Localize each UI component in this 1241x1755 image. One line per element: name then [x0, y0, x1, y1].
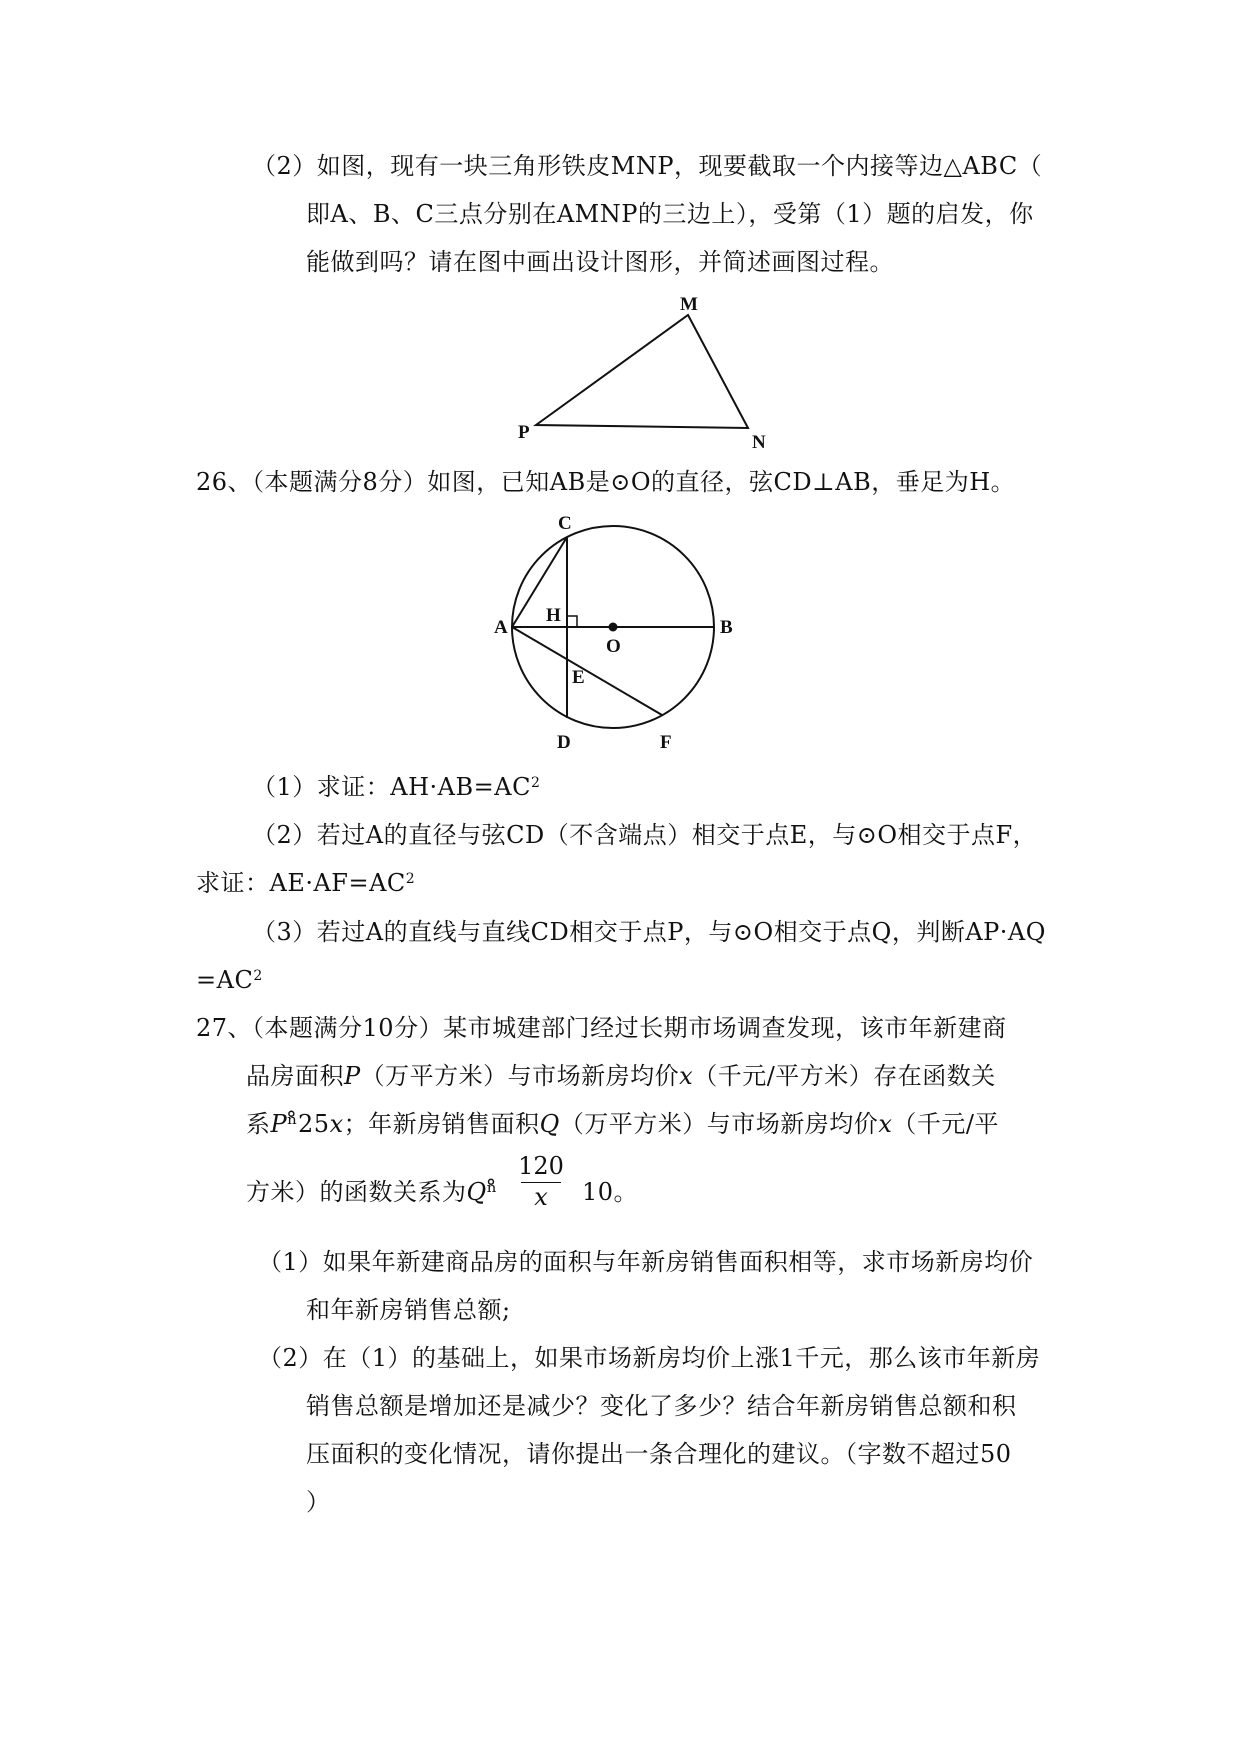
label-n: N [752, 432, 766, 450]
q27-part2-line4: ） [306, 1488, 331, 1516]
q27-line3-c: （万平方米）与市场新房均价 [559, 1110, 879, 1138]
q25-part2-line2: 即A、B、C三点分别在AMNP的三边上），受第（1）题的启发，你 [306, 200, 1034, 228]
label-m: M [680, 294, 698, 315]
q26-part3-line2-text: =AC [196, 966, 254, 994]
q26-part1-text: （1）求证：AH·AB=AC [252, 773, 531, 801]
label-d: D [557, 732, 571, 753]
q27-line3-b: ；年新房销售面积 [343, 1110, 540, 1138]
q27-line2-b: （万平方米）与市场新房均价 [360, 1062, 680, 1090]
q27-part1-line2: 和年新房销售总额; [306, 1296, 511, 1324]
q27-header: 27、（本题满分10分）某市城建部门经过长期市场调查发现，该市年新建商 [196, 1014, 1007, 1042]
q26-part2-line2 [196, 867, 415, 899]
q26-part1-sup: 2 [530, 775, 541, 791]
q27-line4-eq: ⁿ̊ [486, 1178, 498, 1206]
label-o: O [606, 636, 621, 657]
label-p: P [518, 422, 530, 443]
var-q: Q [539, 1110, 560, 1138]
q27-part2-line3: 压面积的变化情况，请你提出一条合理化的建议。（字数不超过50 [306, 1440, 1012, 1468]
q26-part2-sup: 2 [405, 871, 416, 887]
q27-line2-c: （千元/平方米）存在函数关 [693, 1062, 996, 1090]
var-x: x [679, 1062, 694, 1090]
q27-line3-eq: ⁿ̊25 [287, 1110, 330, 1138]
label-a: A [494, 617, 508, 638]
center-dot [609, 623, 618, 632]
triangle-mnp-figure [500, 290, 800, 450]
q26-part2-line2-text: 求证：AE·AF=AC [196, 869, 406, 897]
var-q: Q [466, 1178, 487, 1206]
q27-line4 [246, 1176, 498, 1208]
segment-af [512, 627, 662, 715]
var-p: P [344, 1062, 361, 1090]
q27-part2-line2: 销售总额是增加还是减少？变化了多少？结合年新房销售总额和积 [306, 1392, 1017, 1420]
triangle-mnp [536, 315, 748, 428]
q27-line2 [246, 1060, 996, 1092]
label-b: B [720, 617, 733, 638]
q26-part3-line1: （3）若过A的直线与直线CD相交于点P，与⊙O相交于点Q，判断AP·AQ [252, 918, 1046, 946]
q27-line3-d: （千元/平 [892, 1110, 999, 1138]
q27-line3 [246, 1108, 999, 1140]
q26-part3-sup: 2 [253, 968, 263, 984]
label-c: C [558, 515, 572, 534]
label-e: E [572, 667, 585, 688]
q27-part2-line1: （2）在（1）的基础上，如果市场新房均价上涨1千元，那么该市年新房 [258, 1344, 1041, 1372]
right-angle-mark [567, 616, 577, 627]
q27-line2-a: 品房面积 [246, 1062, 344, 1090]
q27-line4-a: 方米）的函数关系为 [246, 1178, 467, 1206]
q27-part1-line1: （1）如果年新建商品房的面积与年新房销售面积相等，求市场新房均价 [258, 1248, 1034, 1276]
q25-part2-line1: （2）如图，现有一块三角形铁皮MNP，现要截取一个内接等边△ABC（ [252, 152, 1043, 180]
q26-header: 26、（本题满分8分）如图，已知AB是⊙O的直径，弦CD⊥AB，垂足为H。 [196, 468, 1016, 496]
q26-part2-line1: （2）若过A的直径与弦CD（不含端点）相交于点E，与⊙O相交于点F， [252, 821, 1038, 849]
fraction-120-over-x [513, 1152, 569, 1211]
circle-figure [490, 515, 750, 755]
q27-line4-tail: 10。 [582, 1178, 639, 1206]
var-x: x [878, 1110, 893, 1138]
q25-part2-line3: 能做到吗？请在图中画出设计图形，并简述画图过程。 [306, 248, 894, 276]
var-x: x [329, 1110, 344, 1138]
fraction-numerator: 120 [518, 1152, 564, 1180]
fraction-denominator: x [534, 1183, 548, 1211]
q27-line3-a: 系 [246, 1110, 271, 1138]
q26-part1 [252, 771, 540, 803]
label-f: F [660, 732, 672, 753]
var-p: P [270, 1110, 288, 1138]
label-h: H [546, 605, 561, 626]
q26-part3-line2 [196, 964, 263, 996]
